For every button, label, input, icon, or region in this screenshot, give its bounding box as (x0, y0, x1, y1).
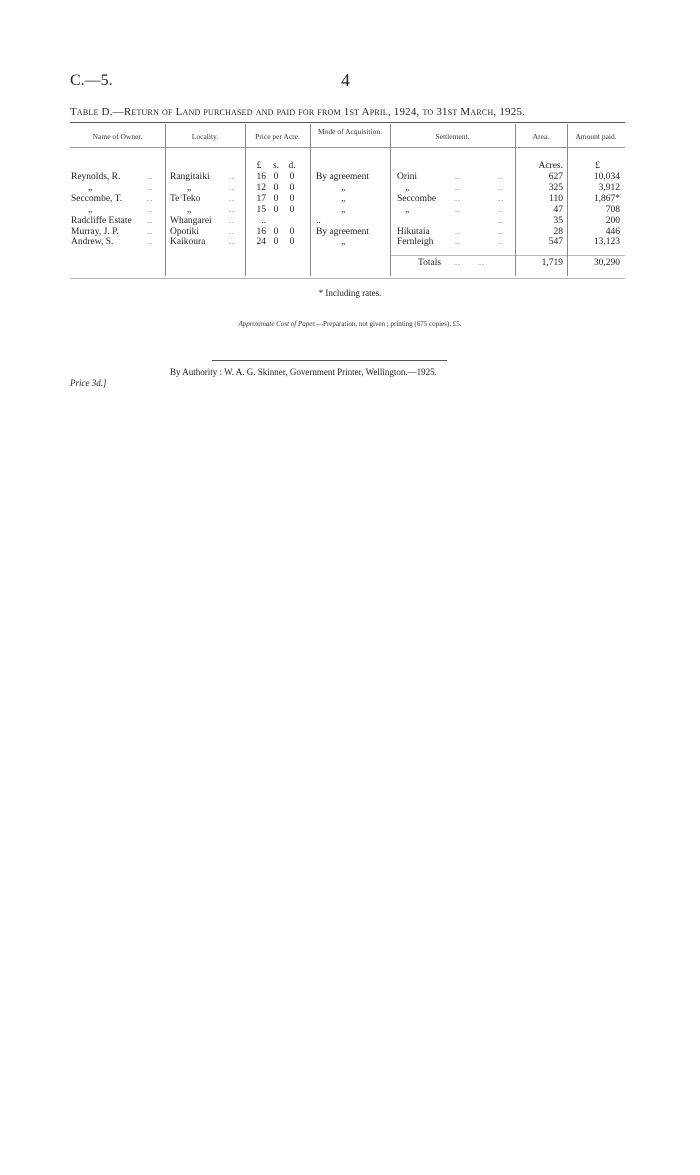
cell-mode: „ (341, 193, 346, 204)
cell-amount: 1,867* (593, 193, 620, 204)
cell-price-shillings: 0 (273, 172, 279, 182)
cell-price-shillings: 0 (273, 226, 279, 237)
leader-locality: .. (229, 182, 235, 192)
leader-settlement: .. (498, 215, 504, 225)
leader-locality: .. (229, 237, 235, 247)
cell-settlement: Fernleigh (397, 237, 434, 248)
cell-owner: Murray, J. P. (71, 226, 119, 237)
cell-amount: 10,034 (593, 172, 620, 182)
cost-label: Approximate Cost of Paper. (238, 320, 317, 328)
cell-price-pounds: 16 (256, 172, 266, 182)
col-divider (165, 124, 166, 276)
cell-amount: 3,912 (598, 182, 620, 193)
totals-amount: 30,290 (593, 258, 620, 268)
cell-price-pounds: 16 (256, 226, 266, 237)
cell-locality: Rangitaiki (170, 172, 210, 182)
cell-price-shillings: 0 (273, 237, 279, 248)
cell-owner: Reynolds, R. (71, 172, 121, 182)
unit-area: Acres. (538, 161, 563, 171)
cell-area: 28 (553, 226, 563, 237)
authority-line: By Authority : W. A. G. Skinner, Government Printer, Wellington.—1925. (170, 367, 437, 377)
cell-price-pence: 0 (289, 237, 295, 248)
cell-price-shillings: 0 (273, 193, 279, 204)
cell-area: 325 (548, 182, 563, 193)
cell-owner: Seccombe, T. (71, 193, 123, 204)
leader-settlement: .. (455, 204, 461, 214)
leader-owner: .. (147, 204, 153, 214)
cell-owner: Radcliffe Estate (71, 215, 132, 226)
cell-area: 547 (548, 237, 563, 248)
document-reference: C.—5. (70, 72, 113, 89)
cell-mode: .. (316, 215, 321, 226)
leader-owner: .. (147, 193, 153, 203)
leader-settlement: .. (455, 226, 461, 236)
table-bottom-rule (70, 278, 625, 279)
cell-owner: „ (88, 182, 93, 193)
cell-price-pounds: .. (261, 215, 266, 226)
cell-price-shillings: 0 (273, 204, 279, 215)
cost-text: —Preparation, not given ; printing (675 copies), £5. (316, 320, 462, 328)
cell-mode: By agreement (316, 172, 370, 182)
cell-amount: 708 (605, 204, 620, 215)
leader-locality: .. (229, 226, 235, 236)
col-header-locality: Locality. (191, 132, 219, 141)
unit-pounds: £ (256, 161, 262, 171)
cell-price-pence: 0 (289, 193, 295, 204)
header-bottom-rule (70, 147, 625, 148)
leader-locality: .. (229, 215, 235, 225)
totals-area: 1,719 (541, 258, 563, 268)
unit-shillings: s. (272, 161, 280, 171)
cell-area: 627 (548, 172, 563, 182)
cell-settlement: Orini (397, 172, 418, 182)
col-header-owner: Name of Owner. (92, 132, 143, 141)
leader-locality: .. (229, 172, 235, 181)
col-divider (245, 124, 246, 276)
cell-price-pounds: 17 (256, 193, 266, 204)
cell-settlement: Seccombe (397, 193, 437, 204)
col-header-area: Area. (532, 132, 550, 141)
col-header-price: Price per Acre. (255, 132, 300, 141)
leader-owner: .. (147, 172, 153, 181)
cell-owner: „ (88, 204, 93, 215)
col-header-amount: Amount paid. (575, 132, 617, 141)
col-divider (310, 124, 311, 276)
unit-pence: d. (288, 161, 296, 171)
cell-area: 110 (549, 193, 563, 204)
cell-amount: 13,123 (593, 237, 620, 248)
cell-locality: Opotiki (170, 226, 200, 237)
leader-owner: .. (147, 215, 153, 225)
col-header-settlement: Settlement. (435, 132, 470, 141)
cell-settlement: „ (405, 204, 410, 215)
cell-locality: Whangarei (170, 215, 212, 226)
leader-settlement: .. (498, 182, 504, 192)
cell-locality: „ (187, 204, 192, 215)
leader-settlement: .. (455, 193, 461, 203)
leader-locality: .. (229, 204, 235, 214)
cell-price-shillings: 0 (273, 182, 279, 193)
table-top-rule (70, 122, 625, 123)
cell-locality: Kaikoura (170, 237, 206, 248)
leader-settlement: .. (498, 193, 504, 203)
col-header-mode: Mode of Acquisition. (318, 127, 382, 136)
cell-area: 47 (553, 204, 563, 215)
cell-amount: 446 (605, 226, 620, 237)
cell-locality: „ (187, 182, 192, 193)
cell-locality: Te Teko (170, 193, 201, 204)
leader-settlement: .. (498, 204, 504, 214)
cell-price-pounds: 15 (256, 204, 266, 215)
page-number: 4 (341, 70, 350, 90)
cell-price-pence: 0 (289, 182, 295, 193)
cost-of-paper (0, 320, 700, 328)
cell-settlement: Hikutaia (397, 226, 430, 237)
leader-settlement: .. (498, 237, 504, 247)
cell-price-pence: 0 (289, 226, 295, 237)
totals-rule (390, 255, 625, 256)
cell-amount: 200 (605, 215, 620, 226)
leader-locality: .. (229, 193, 235, 203)
leader-owner: .. (147, 237, 153, 247)
cell-price-pounds: 24 (256, 237, 266, 248)
footnote: * Including rates. (318, 288, 382, 298)
table-title: Table D.—Return of Land purchased and paid for from 1st April, 1924, to 31st March, 1925. (70, 106, 526, 118)
cell-owner: Andrew, S. (71, 237, 114, 248)
cell-area: 35 (553, 215, 563, 226)
totals-leader: .. .. (455, 258, 485, 267)
leader-settlement: .. (455, 172, 461, 181)
totals-label: Totals (418, 258, 442, 268)
authority-rule (212, 360, 447, 361)
leader-owner: .. (147, 182, 153, 192)
cell-price-pence: 0 (289, 172, 295, 182)
cell-mode: „ (341, 204, 346, 215)
leader-settlement: .. (455, 182, 461, 192)
cell-mode: „ (341, 182, 346, 193)
cell-settlement: „ (405, 182, 410, 193)
leader-settlement: .. (498, 226, 504, 236)
leader-settlement: .. (455, 237, 461, 247)
leader-settlement: .. (498, 172, 504, 181)
cell-mode: By agreement (316, 226, 370, 237)
cell-price-pence: 0 (289, 204, 295, 215)
cell-price-pounds: 12 (256, 182, 266, 193)
price-note: Price 3d.] (70, 378, 107, 388)
unit-amount: £ (595, 161, 600, 171)
cell-mode: „ (341, 237, 346, 248)
leader-owner: .. (147, 226, 153, 236)
